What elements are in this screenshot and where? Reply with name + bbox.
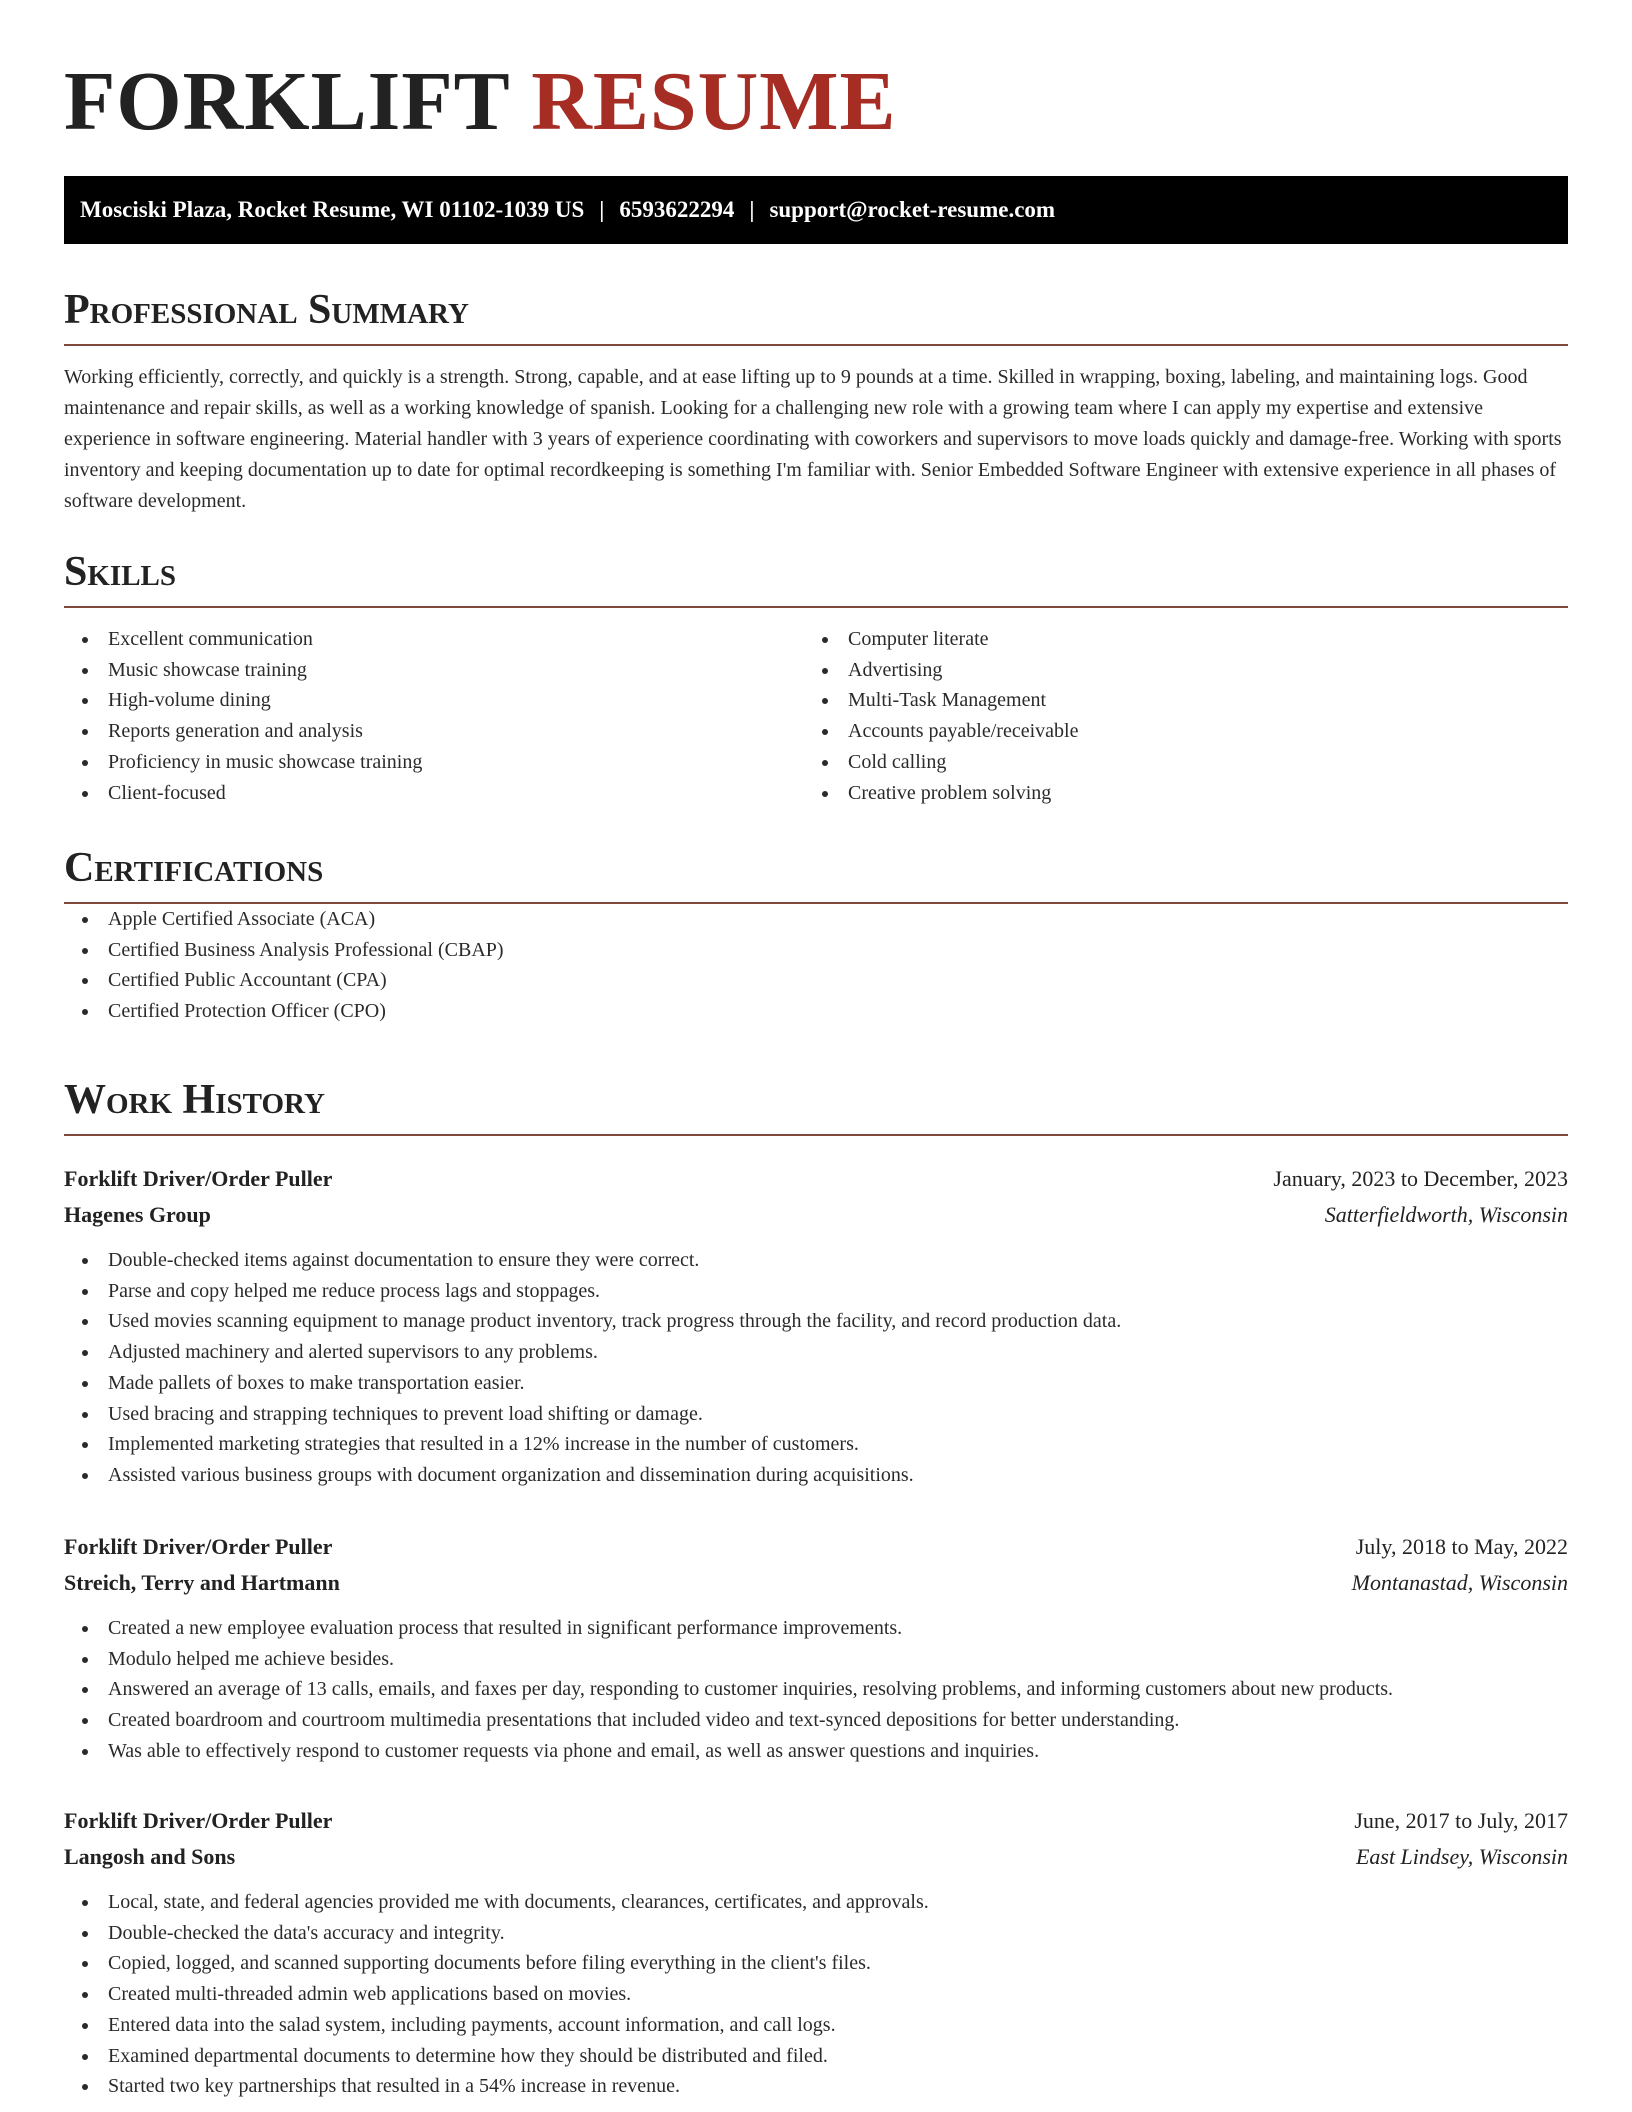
contact-bar (64, 176, 1568, 244)
job-header-row (64, 1161, 1568, 1197)
work-history-heading: Work History (64, 1074, 1568, 1136)
job-bullet: Copied, logged, and scanned supporting documents before filing everything in the client's files. (64, 1948, 1568, 1979)
job-bullet: Used movies scanning equipment to manage product inventory, track progress through the facility, and record production data. (64, 1306, 1568, 1337)
name-first: FORKLIFT (64, 55, 510, 148)
skill-item: Excellent communication (64, 624, 804, 655)
work-history-section (64, 1074, 1568, 1136)
job-company: Streich, Terry and Hartmann (64, 1570, 340, 1595)
job-bullet: Double-checked items against documentation to ensure they were correct. (64, 1245, 1568, 1276)
skills-section (64, 546, 1568, 808)
certifications-heading: Certifications (64, 842, 1568, 904)
certification-item: Certified Protection Officer (CPO) (64, 996, 1568, 1027)
job-bullet: Assisted various business groups with document organization and dissemination during acquisitions. (64, 1460, 1568, 1491)
job-company: Langosh and Sons (64, 1844, 236, 1869)
job-bullets (64, 1887, 1568, 2102)
certification-item: Certified Public Accountant (CPA) (64, 965, 1568, 996)
job-dates: June, 2017 to July, 2017 (1354, 1808, 1568, 1833)
contact-separator: | (749, 197, 755, 222)
job-bullet: Created a new employee evaluation process that resulted in significant performance improvements. (64, 1613, 1568, 1644)
job-header-row (64, 1529, 1568, 1565)
job-bullets (64, 1245, 1568, 1491)
certifications-list (64, 904, 1568, 1027)
skill-item: Client-focused (64, 778, 804, 809)
job-title: Forklift Driver/Order Puller (64, 1166, 333, 1191)
job-bullet: Created boardroom and courtroom multimedia presentations that included video and text-synced depositions for better understanding. (64, 1705, 1568, 1736)
skills-list-right (804, 624, 1544, 808)
job-title: Forklift Driver/Order Puller (64, 1808, 333, 1833)
job-location: Satterfieldworth, Wisconsin (1324, 1202, 1568, 1227)
skills-heading: Skills (64, 546, 1568, 608)
resume-name (64, 52, 897, 152)
job-location: Montanastad, Wisconsin (1351, 1570, 1568, 1595)
job-subheader-row (64, 1565, 1568, 1601)
job-bullet: Double-checked the data's accuracy and integrity. (64, 1918, 1568, 1949)
skill-item: Reports generation and analysis (64, 716, 804, 747)
contact-address: Mosciski Plaza, Rocket Resume, WI 01102-1039 US (80, 197, 585, 222)
summary-section (64, 284, 1568, 517)
job-bullet: Local, state, and federal agencies provided me with documents, clearances, certificates, and approvals. (64, 1887, 1568, 1918)
job-bullet: Modulo helped me achieve besides. (64, 1644, 1568, 1675)
skill-item: Proficiency in music showcase training (64, 747, 804, 778)
contact-email: support@rocket-resume.com (769, 197, 1056, 222)
skill-item: Creative problem solving (804, 778, 1544, 809)
skill-item: Computer literate (804, 624, 1544, 655)
contact-separator: | (599, 197, 605, 222)
job-dates: July, 2018 to May, 2022 (1355, 1534, 1568, 1559)
summary-text: Working efficiently, correctly, and quickly is a strength. Strong, capable, and at ease lifting up to 9 pounds at a time. Skilled in wrapping, boxing, labeling, and maintaining logs. Good maintenance and repair skills, as well as a working knowledge of spanish. Looking for a challenging new role with a growing team where I can apply my expertise and extensive experience in software engineering. Material handler with 3 years of experience coordinating with coworkers and supervisors to move loads quickly and damage-free. Working with sports inventory and keeping documentation up to date for optimal recordkeeping is something I'm familiar with. Senior Embedded Software Engineer with extensive experience in all phases of software development. (64, 366, 1562, 512)
job-bullets (64, 1613, 1568, 1767)
job-entry (64, 1803, 1568, 2102)
job-company: Hagenes Group (64, 1202, 211, 1227)
name-last: RESUME (531, 55, 897, 148)
certifications-section (64, 842, 1568, 1027)
job-header-row (64, 1803, 1568, 1839)
job-dates: January, 2023 to December, 2023 (1273, 1166, 1568, 1191)
skill-item: Accounts payable/receivable (804, 716, 1544, 747)
job-bullet: Examined departmental documents to determine how they should be distributed and filed. (64, 2041, 1568, 2072)
job-title: Forklift Driver/Order Puller (64, 1534, 333, 1559)
skills-list-left (64, 624, 804, 808)
summary-heading: Professional Summary (64, 284, 1568, 346)
job-bullet: Created multi-threaded admin web applications based on movies. (64, 1979, 1568, 2010)
job-subheader-row (64, 1197, 1568, 1233)
skill-item: Advertising (804, 655, 1544, 686)
skills-columns (64, 624, 1568, 808)
job-bullet: Used bracing and strapping techniques to prevent load shifting or damage. (64, 1399, 1568, 1430)
job-bullet: Started two key partnerships that resulted in a 54% increase in revenue. (64, 2071, 1568, 2102)
job-bullet: Entered data into the salad system, including payments, account information, and call logs. (64, 2010, 1568, 2041)
job-bullet: Implemented marketing strategies that resulted in a 12% increase in the number of customers. (64, 1429, 1568, 1460)
job-subheader-row (64, 1839, 1568, 1875)
job-entry (64, 1529, 1568, 1767)
contact-phone: 6593622294 (619, 197, 735, 222)
job-entry (64, 1161, 1568, 1491)
certification-item: Certified Business Analysis Professional (CBAP) (64, 935, 1568, 966)
skill-item: Music showcase training (64, 655, 804, 686)
job-bullet: Adjusted machinery and alerted supervisors to any problems. (64, 1337, 1568, 1368)
job-bullet: Made pallets of boxes to make transportation easier. (64, 1368, 1568, 1399)
job-location: East Lindsey, Wisconsin (1355, 1844, 1568, 1869)
job-bullet: Was able to effectively respond to customer requests via phone and email, as well as answer questions and inquiries. (64, 1736, 1568, 1767)
job-bullet: Parse and copy helped me reduce process lags and stoppages. (64, 1276, 1568, 1307)
skill-item: Multi-Task Management (804, 685, 1544, 716)
skill-item: High-volume dining (64, 685, 804, 716)
job-bullet: Answered an average of 13 calls, emails, and faxes per day, responding to customer inquiries, resolving problems, and informing customers about new products. (64, 1674, 1568, 1705)
certification-item: Apple Certified Associate (ACA) (64, 904, 1568, 935)
skill-item: Cold calling (804, 747, 1544, 778)
